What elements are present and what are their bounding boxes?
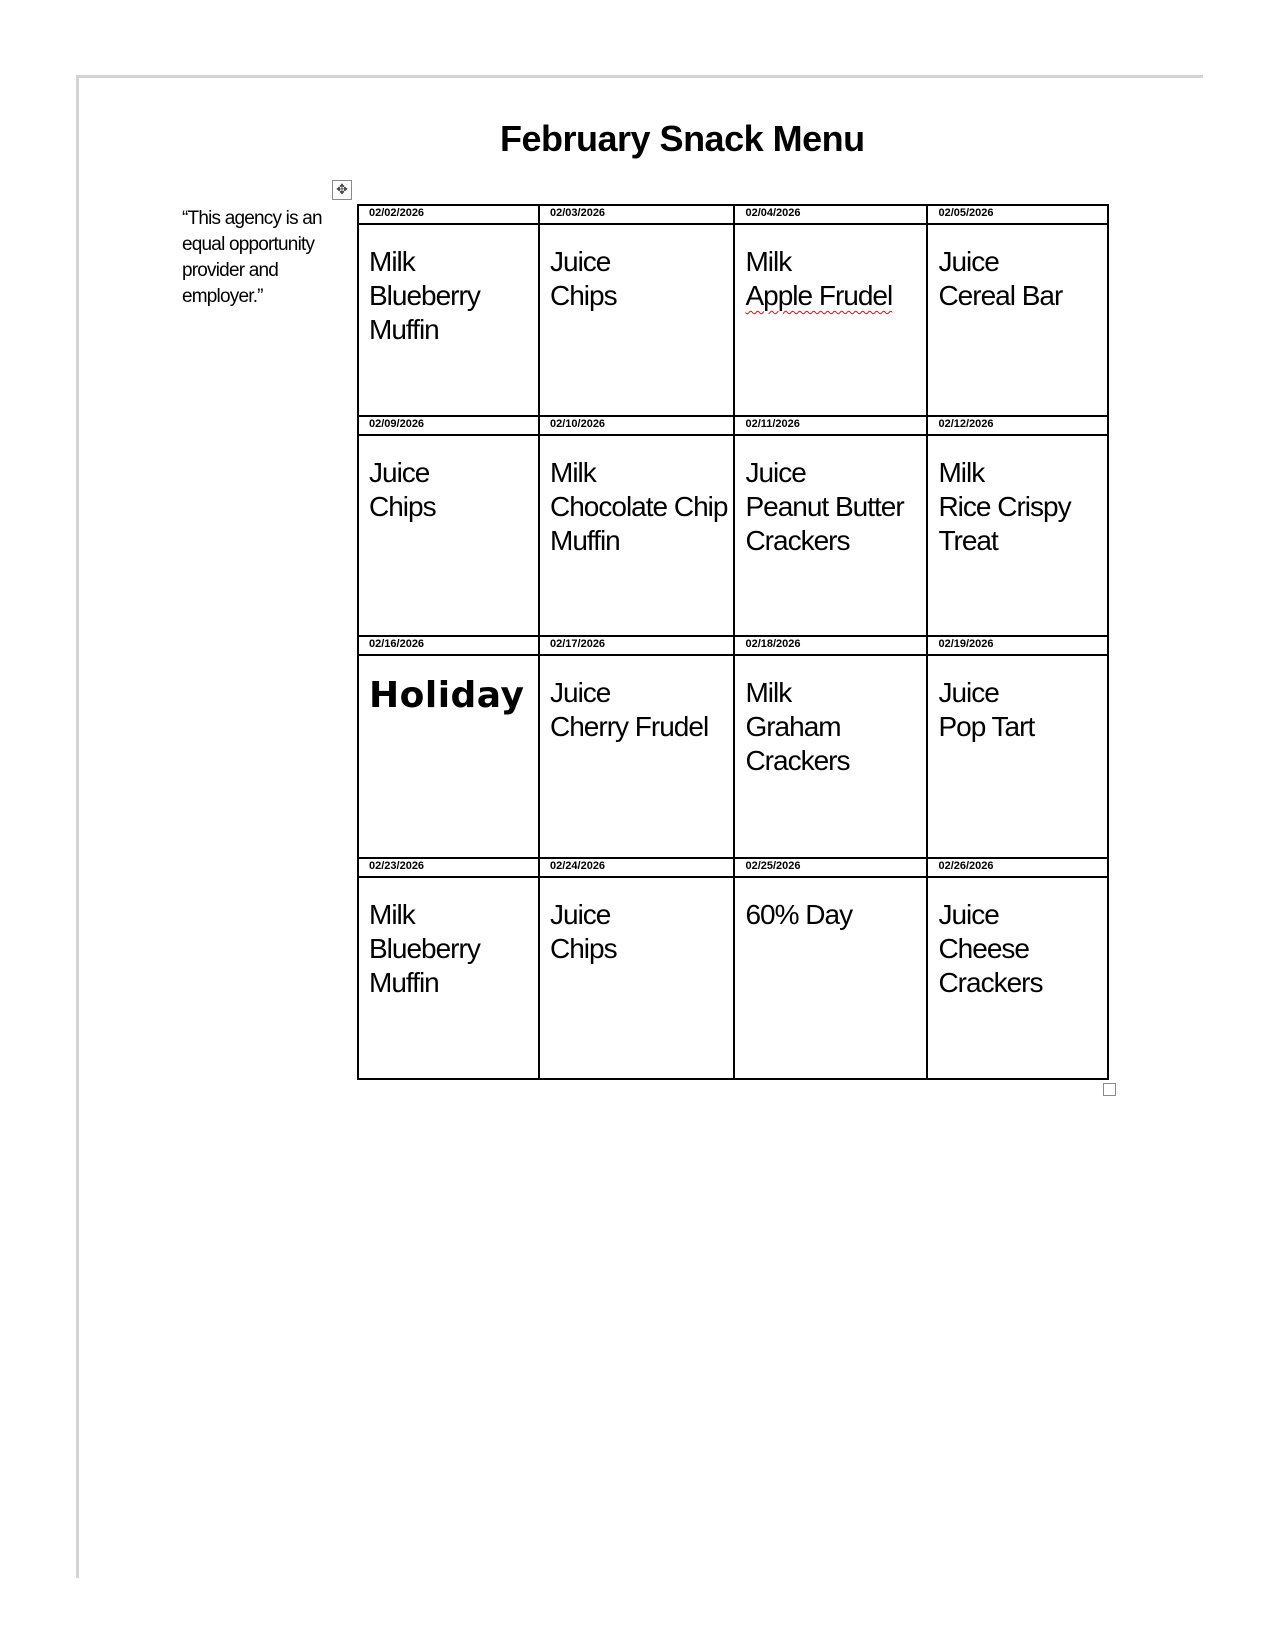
menu-item: Juice	[550, 677, 611, 708]
menu-cell[interactable]	[539, 877, 734, 1079]
date-cell[interactable]: 02/09/2026	[358, 416, 539, 435]
date-cell[interactable]: 02/26/2026	[927, 858, 1108, 877]
menu-item: Blueberry	[369, 933, 480, 964]
page-title: February Snack Menu	[500, 118, 865, 159]
menu-cell[interactable]	[539, 655, 734, 858]
menu-item: Milk	[745, 677, 792, 708]
menu-cell[interactable]	[734, 655, 927, 858]
date-cell[interactable]: 02/23/2026	[358, 858, 539, 877]
menu-item-misspelled: Apple Frudel	[745, 280, 893, 311]
menu-item: Juice	[938, 246, 999, 277]
menu-item: Blueberry	[369, 280, 480, 311]
date-cell[interactable]: 02/10/2026	[539, 416, 734, 435]
menu-item: Cherry Frudel	[550, 711, 709, 742]
menu-item: Milk	[369, 246, 415, 277]
menu-cell[interactable]	[358, 877, 539, 1079]
table-move-handle-icon[interactable]: ✥	[332, 180, 352, 200]
menu-item: Treat	[938, 525, 998, 556]
menu-cell[interactable]	[539, 435, 734, 636]
menu-item: Milk	[369, 899, 415, 930]
date-cell[interactable]: 02/12/2026	[927, 416, 1108, 435]
menu-item: Graham	[745, 711, 841, 742]
menu-item: Cheese	[938, 933, 1029, 964]
menu-item: Muffin	[369, 314, 439, 345]
date-cell[interactable]: 02/24/2026	[539, 858, 734, 877]
menu-item: Peanut Butter	[745, 491, 904, 522]
date-row	[358, 416, 1108, 435]
menu-row	[358, 877, 1108, 1079]
menu-row	[358, 655, 1108, 858]
menu-item: Milk	[745, 246, 792, 277]
menu-cell[interactable]	[358, 224, 539, 416]
menu-item: Muffin	[550, 525, 620, 556]
date-cell[interactable]: 02/04/2026	[734, 205, 927, 224]
menu-item: Juice	[745, 457, 806, 488]
menu-item: Juice	[550, 899, 611, 930]
menu-item: Juice	[550, 246, 611, 277]
date-cell[interactable]: 02/17/2026	[539, 636, 734, 655]
menu-cell[interactable]	[358, 655, 539, 858]
holiday-label: Holiday	[369, 675, 525, 716]
date-row	[358, 205, 1108, 224]
menu-cell[interactable]	[734, 435, 927, 636]
date-cell[interactable]: 02/18/2026	[734, 636, 927, 655]
date-cell[interactable]: 02/11/2026	[734, 416, 927, 435]
menu-cell[interactable]	[734, 877, 927, 1079]
menu-item: Chocolate Chip	[550, 491, 728, 522]
menu-item: Juice	[938, 899, 999, 930]
menu-item: Cereal Bar	[938, 280, 1063, 311]
table-resize-handle-icon[interactable]	[1103, 1083, 1116, 1096]
date-cell[interactable]: 02/03/2026	[539, 205, 734, 224]
menu-item: Crackers	[938, 967, 1043, 998]
menu-item: Rice Crispy	[938, 491, 1071, 522]
menu-item: 60% Day	[745, 899, 853, 930]
menu-cell[interactable]	[927, 435, 1108, 636]
date-row	[358, 636, 1108, 655]
menu-cell[interactable]	[539, 224, 734, 416]
menu-item: Pop Tart	[938, 711, 1035, 742]
menu-item: Muffin	[369, 967, 439, 998]
menu-item: Chips	[550, 280, 617, 311]
menu-row	[358, 224, 1108, 416]
snack-menu-table	[357, 204, 1109, 1080]
menu-item: Crackers	[745, 525, 850, 556]
date-cell[interactable]: 02/16/2026	[358, 636, 539, 655]
menu-item: Juice	[938, 677, 999, 708]
menu-item: Chips	[369, 491, 436, 522]
date-cell[interactable]: 02/19/2026	[927, 636, 1108, 655]
menu-item: Milk	[550, 457, 596, 488]
menu-item: Milk	[938, 457, 985, 488]
date-cell[interactable]: 02/25/2026	[734, 858, 927, 877]
menu-cell[interactable]	[927, 877, 1108, 1079]
date-row	[358, 858, 1108, 877]
menu-cell[interactable]	[358, 435, 539, 636]
menu-cell[interactable]	[927, 655, 1108, 858]
menu-item: Crackers	[745, 745, 850, 776]
menu-cell[interactable]	[927, 224, 1108, 416]
menu-item: Chips	[550, 933, 617, 964]
menu-item: Juice	[369, 457, 430, 488]
menu-row	[358, 435, 1108, 636]
date-cell[interactable]: 02/05/2026	[927, 205, 1108, 224]
date-cell[interactable]: 02/02/2026	[358, 205, 539, 224]
equal-opportunity-notice: “This agency is an equal opportunity provider and employer.”	[182, 208, 322, 307]
menu-cell[interactable]	[734, 224, 927, 416]
